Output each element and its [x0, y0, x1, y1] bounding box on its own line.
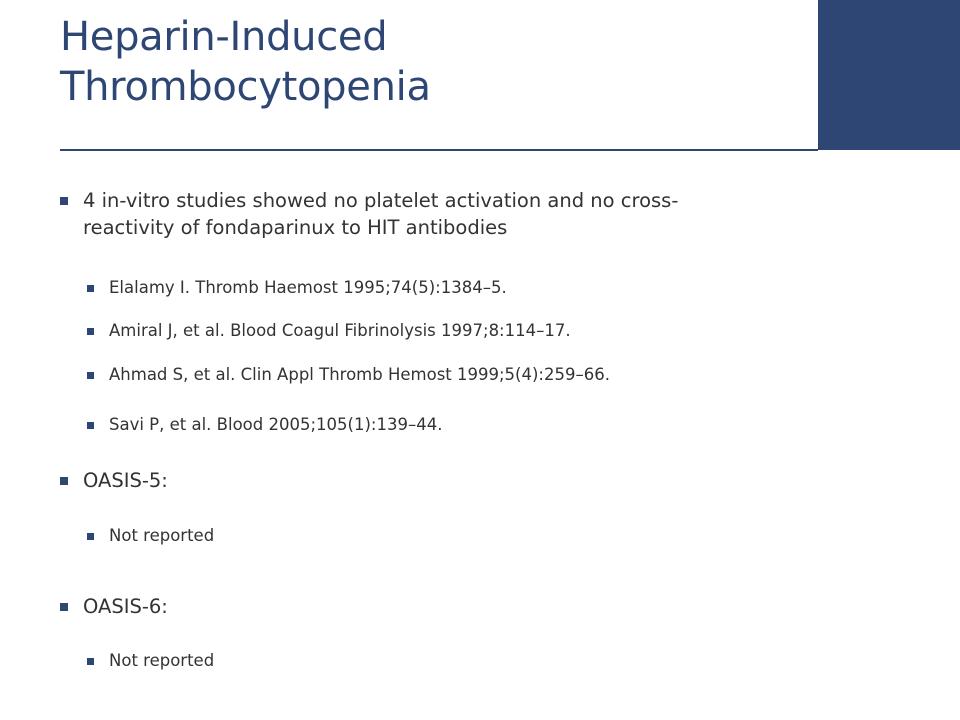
title-divider: [60, 149, 818, 151]
ref-text: Savi P, et al. Blood 2005;105(1):139–44.: [109, 415, 443, 434]
bullet-studies-line-2: reactivity of fondaparinux to HIT antibodies: [83, 216, 508, 239]
square-bullet-icon: [60, 477, 68, 485]
ref-text: Elalamy I. Thromb Haemost 1995;74(5):1384–5.: [109, 278, 507, 297]
square-bullet-icon: [87, 328, 94, 335]
bullet-studies-line-1: 4 in-vitro studies showed no platelet activation and no cross-: [83, 189, 679, 212]
square-bullet-icon: [60, 197, 68, 205]
slide-title: [60, 12, 800, 112]
square-bullet-icon: [60, 603, 68, 611]
bullet-oasis-5-label: OASIS-5:: [83, 469, 168, 492]
square-bullet-icon: [87, 285, 94, 292]
square-bullet-icon: [87, 422, 94, 429]
bullet-oasis-6-sub-text: Not reported: [109, 651, 215, 670]
square-bullet-icon: [87, 372, 94, 379]
ref-text: Ahmad S, et al. Clin Appl Thromb Hemost 1999;5(4):259–66.: [109, 365, 610, 384]
square-bullet-icon: [87, 658, 94, 665]
ref-text: Amiral J, et al. Blood Coagul Fibrinolysis 1997;8:114–17.: [109, 321, 571, 340]
square-bullet-icon: [87, 533, 94, 540]
accent-block: [818, 0, 960, 150]
bullet-oasis-5-sub-text: Not reported: [109, 526, 215, 545]
bullet-oasis-6-label: OASIS-6:: [83, 595, 168, 618]
title-line-1: Heparin-Induced: [60, 14, 388, 60]
title-line-2: Thrombocytopenia: [60, 64, 431, 110]
